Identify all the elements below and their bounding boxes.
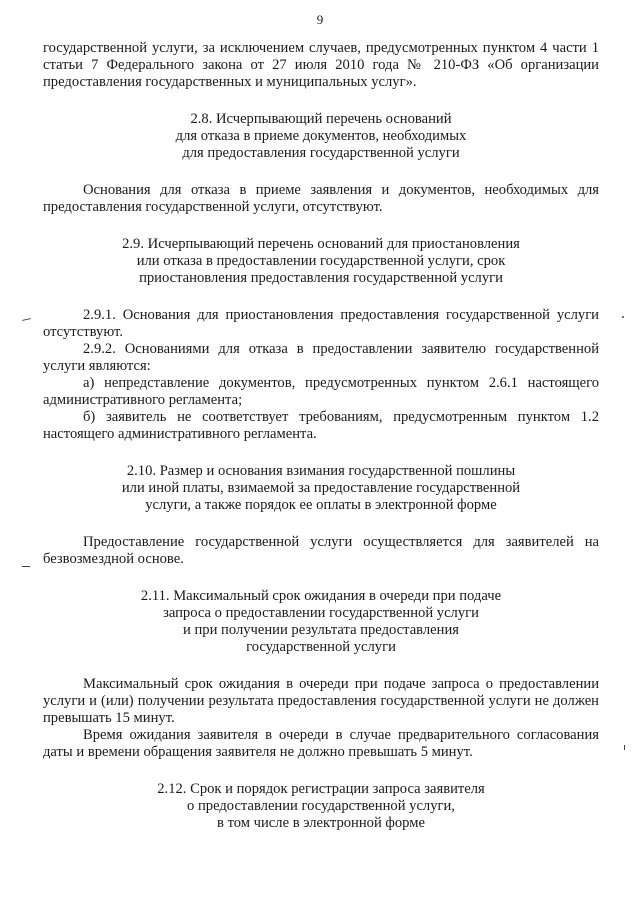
document-body — [43, 40, 599, 832]
scan-mark — [22, 318, 31, 321]
scan-mark — [622, 316, 624, 318]
section-2-12-heading: 2.12. Срок и порядок регистрации запроса заявителя о предоставлении государственной услуги, в том числе в электронной форме — [157, 781, 485, 831]
section-2-11-body-1: Максимальный срок ожидания в очереди при подаче запроса о предоставлении услуги и (или) получении результата предоставления государственной услуги не должен превышать 15 минут. — [43, 676, 599, 726]
section-2-11-body-2: Время ожидания заявителя в очереди в случае предварительного согласования даты и времени обращения заявителя не должно превышать 5 минут. — [43, 727, 599, 760]
section-2-9-2: 2.9.2. Основаниями для отказа в предоставлении заявителю государственной услуги являются: — [43, 341, 599, 374]
section-2-10-heading: 2.10. Размер и основания взимания государственной пошлины или иной платы, взимаемой за предоставление государственной услуги, а также порядок ее оплаты в электронной форме — [121, 463, 521, 513]
section-2-9-heading: 2.9. Исчерпывающий перечень оснований для приостановления или отказа в предоставлении государственной услуги, срок приостановления предоставления государственной услуги — [122, 236, 520, 286]
intro-paragraph: государственной услуги, за исключением случаев, предусмотренных пунктом 4 части 1 статьи 7 Федерального закона от 27 июля 2010 года № 210-ФЗ «Об организации предоставления государственных и муниципальных услуг». — [43, 40, 599, 90]
section-2-11-heading: 2.11. Максимальный срок ожидания в очереди при подаче запроса о предоставлении государственной услуги и при получении результата предоставления государственной услуги — [140, 588, 502, 655]
section-2-9-item-b: б) заявитель не соответствует требованиям, предусмотренным пунктом 1.2 настоящего административного регламента. — [43, 409, 599, 442]
page-number: 9 — [316, 12, 324, 27]
section-2-9-item-a: а) непредставление документов, предусмотренных пунктом 2.6.1 настоящего административного регламента; — [43, 375, 599, 408]
scan-mark — [22, 566, 30, 567]
section-2-8-heading: 2.8. Исчерпывающий перечень оснований для отказа в приеме документов, необходимых для предоставления государственной услуги — [175, 111, 467, 161]
section-2-10-body: Предоставление государственной услуги осуществляется для заявителей на безвозмездной основе. — [43, 534, 599, 567]
scan-mark — [624, 745, 625, 750]
section-2-8-body: Основания для отказа в приеме заявления и документов, необходимых для предоставления государственной услуги, отсутствуют. — [43, 182, 599, 215]
section-2-9-1: 2.9.1. Основания для приостановления предоставления государственной услуги отсутствуют. — [43, 307, 599, 340]
